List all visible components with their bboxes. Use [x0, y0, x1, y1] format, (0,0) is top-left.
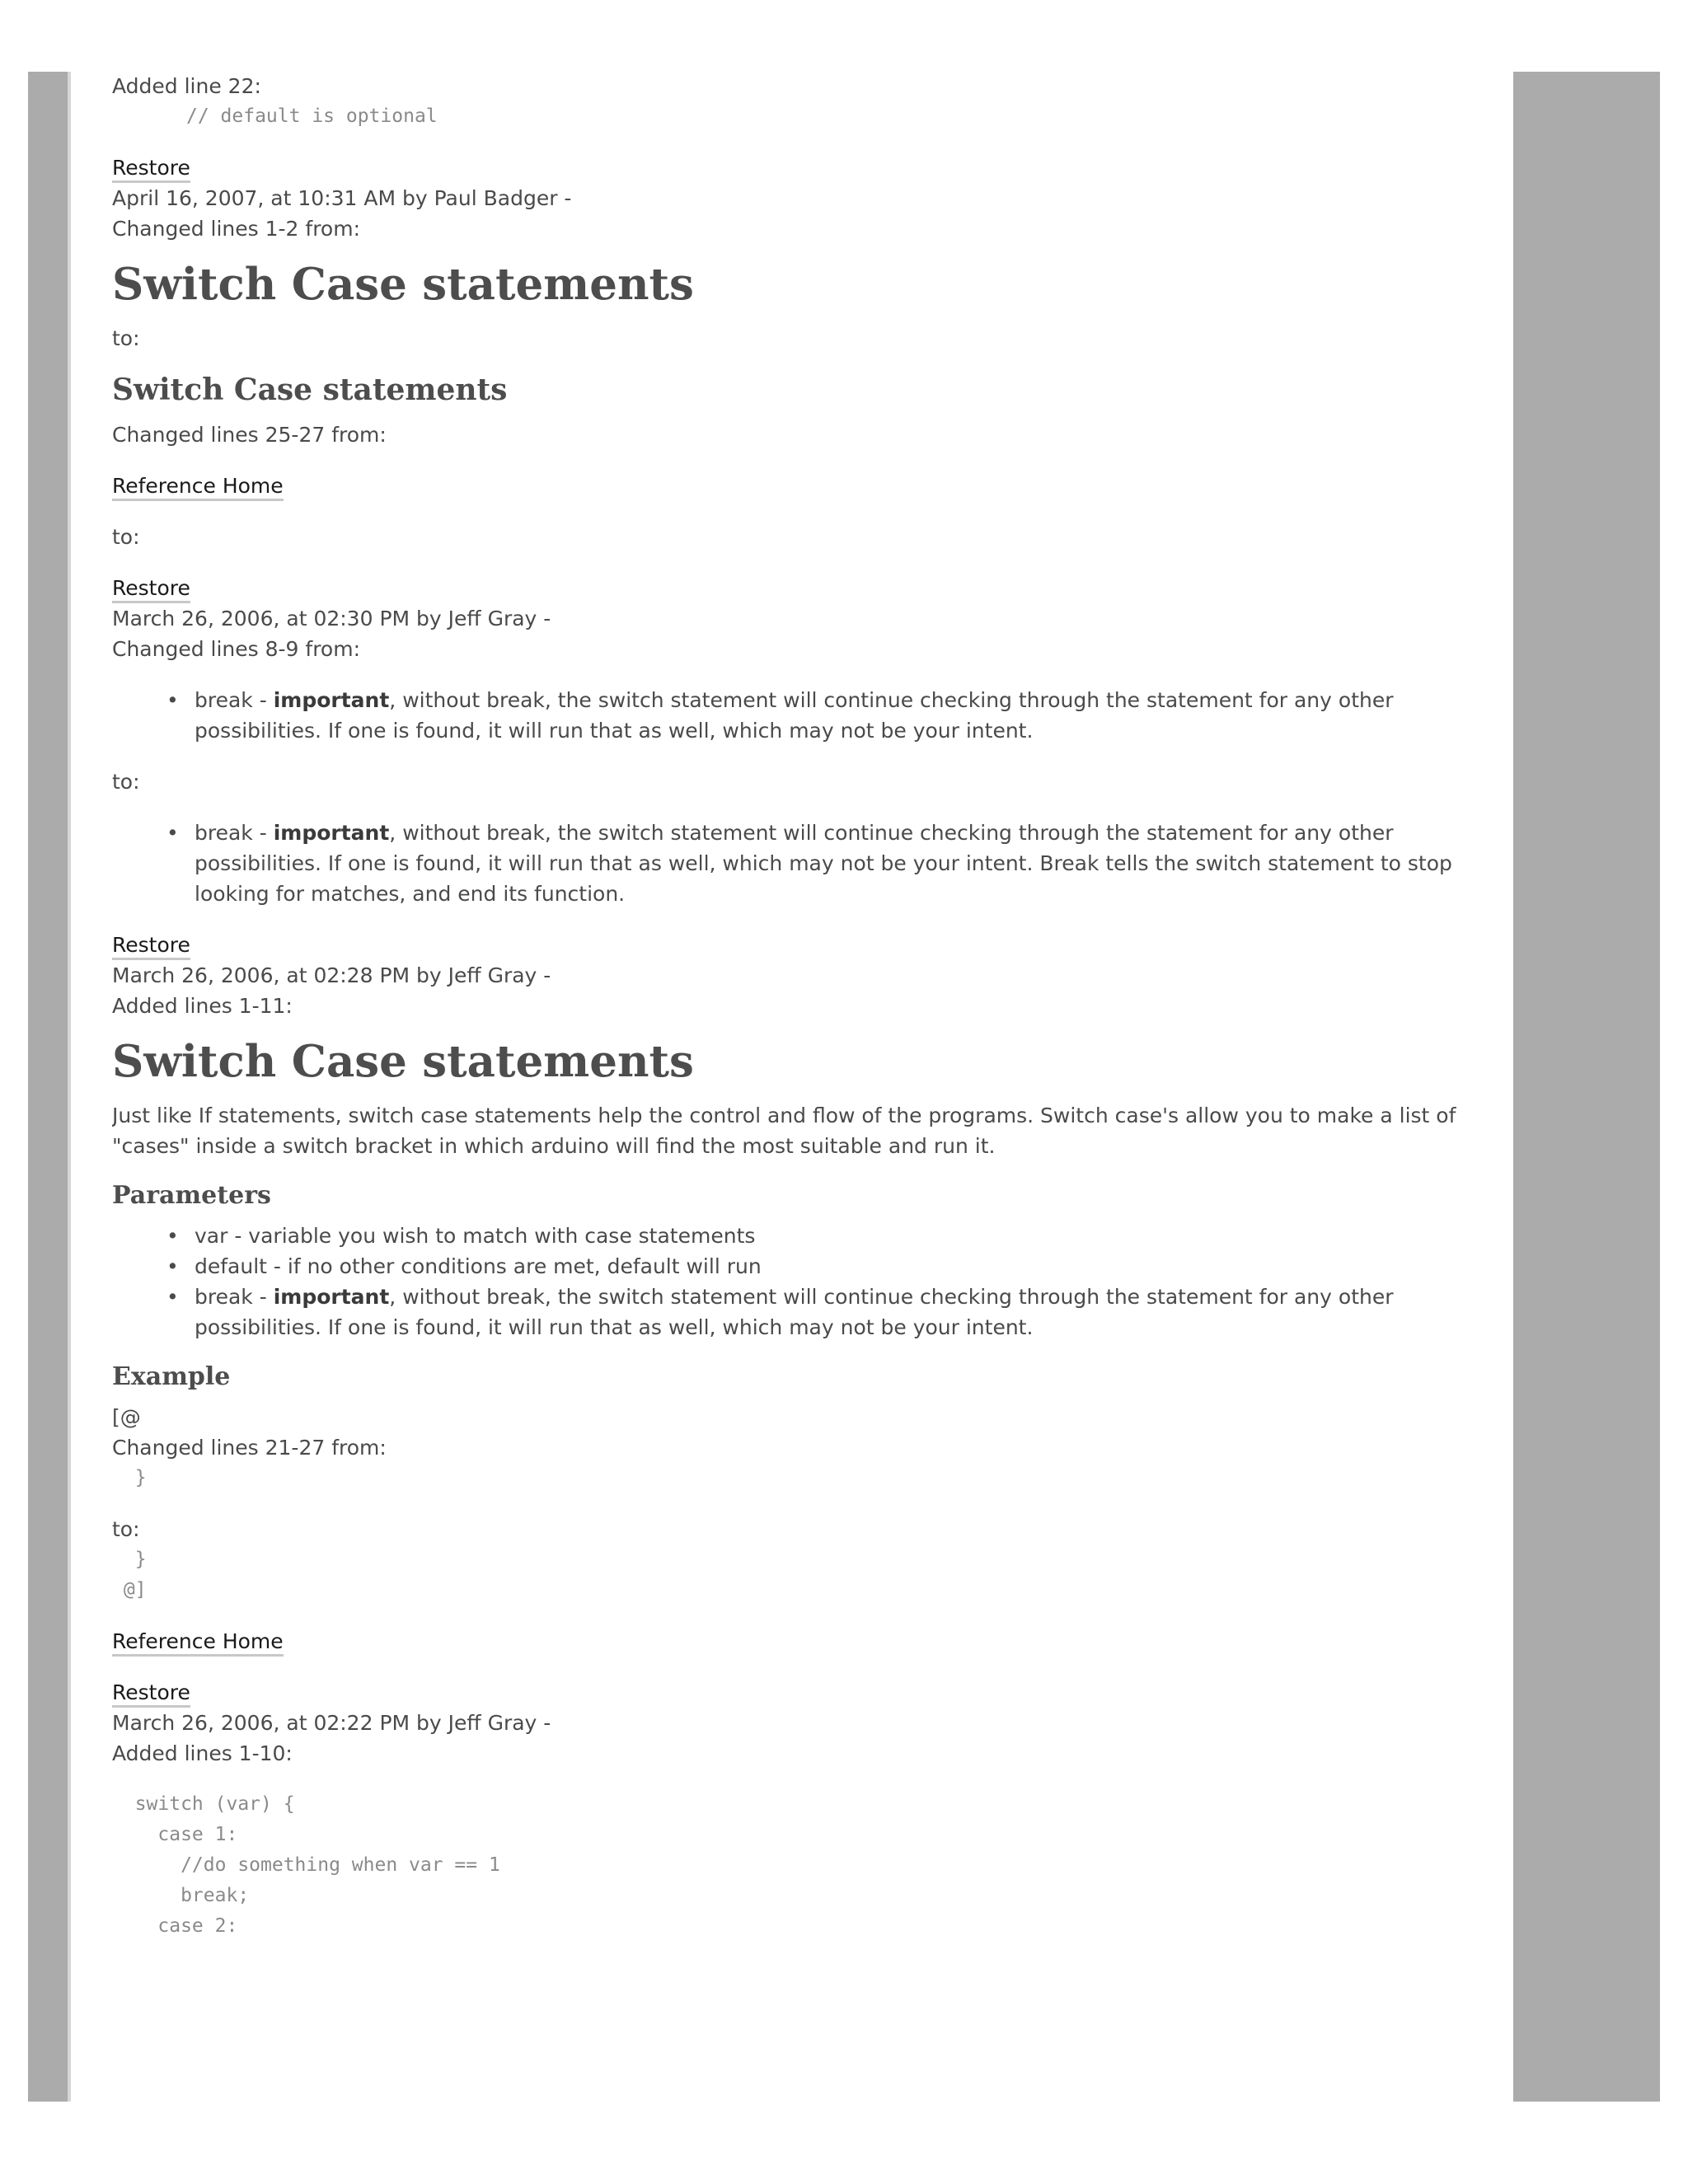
code-line: //do something when var == 1: [112, 1854, 500, 1876]
code-line: switch (var) {: [112, 1793, 295, 1815]
restore-link[interactable]: Restore: [112, 576, 190, 603]
to-label: to:: [112, 326, 140, 350]
restore-link[interactable]: Restore: [112, 1680, 190, 1708]
bullet-list: [112, 685, 1464, 746]
revision-meta: March 26, 2006, at 02:30 PM by Jeff Gray -: [112, 607, 551, 630]
change-summary: Added lines 1-11:: [112, 994, 293, 1018]
revision-meta: April 16, 2007, at 10:31 AM by Paul Badger -: [112, 186, 572, 210]
revision-meta: March 26, 2006, at 02:28 PM by Jeff Gray -: [112, 963, 551, 987]
section-heading: Switch Case statements: [112, 373, 508, 407]
right-margin-bar: [1513, 72, 1660, 2102]
list-item: • var - variable you wish to match with case statements: [195, 1221, 1464, 1251]
code-close-marker: @]: [112, 1579, 147, 1601]
reference-home-link[interactable]: Reference Home: [112, 474, 284, 501]
reference-home-link[interactable]: Reference Home: [112, 1629, 284, 1657]
code-line: case 1:: [112, 1824, 238, 1845]
bullet-list: [112, 818, 1464, 909]
change-summary: Changed lines 25-27 from:: [112, 423, 387, 447]
change-summary: Changed lines 8-9 from:: [112, 637, 361, 661]
list-item: • break - important, without break, the switch statement will continue checking through the statement for any other possibilities. If one is found, it will run that as well, which may not be your intent. Break tells the switch statement to stop looking for matches, and end its function.: [195, 818, 1464, 909]
code-block: [112, 1789, 1464, 1942]
code-open-marker: [@: [112, 1405, 141, 1429]
to-label: to:: [112, 525, 140, 549]
example-heading: Example: [112, 1362, 231, 1391]
change-summary: Changed lines 21-27 from:: [112, 1436, 387, 1460]
change-summary: Added lines 1-10:: [112, 1741, 293, 1765]
list-item: • break - important, without break, the switch statement will continue checking through the statement for any other possibilities. If one is found, it will run that as well, which may not be your intent.: [195, 1282, 1464, 1343]
list-item: • default - if no other conditions are met, default will run: [195, 1251, 1464, 1282]
intro-paragraph: Just like If statements, switch case statements help the control and flow of the programs. Switch case's allow you to make a list of "cases" inside a switch bracket in which arduino will find the most suitable and run it.: [112, 1104, 1456, 1158]
code-default-optional: // default is optional: [186, 105, 438, 127]
parameters-list: [112, 1221, 1464, 1343]
code-line: break;: [112, 1885, 250, 1906]
added-line-22-text: Added line 22:: [112, 74, 261, 98]
change-summary: Changed lines 1-2 from:: [112, 217, 361, 241]
left-margin-bar: [28, 72, 68, 2102]
page-content: [112, 71, 1464, 2102]
left-margin-bar-edge: [68, 72, 71, 2102]
list-item: • break - important, without break, the switch statement will continue checking through the statement for any other possibilities. If one is found, it will run that as well, which may not be your intent.: [195, 685, 1464, 746]
code-close-brace: }: [112, 1467, 147, 1488]
to-label: to:: [112, 1517, 140, 1541]
restore-link[interactable]: Restore: [112, 933, 190, 960]
code-close-brace: }: [112, 1549, 147, 1570]
revision-meta: March 26, 2006, at 02:22 PM by Jeff Gray -: [112, 1711, 551, 1735]
parameters-heading: Parameters: [112, 1181, 271, 1210]
code-line: case 2:: [112, 1915, 238, 1937]
to-label: to:: [112, 770, 140, 794]
page-title: Switch Case statements: [112, 1036, 694, 1087]
page-title: Switch Case statements: [112, 259, 694, 310]
restore-link[interactable]: Restore: [112, 156, 190, 183]
